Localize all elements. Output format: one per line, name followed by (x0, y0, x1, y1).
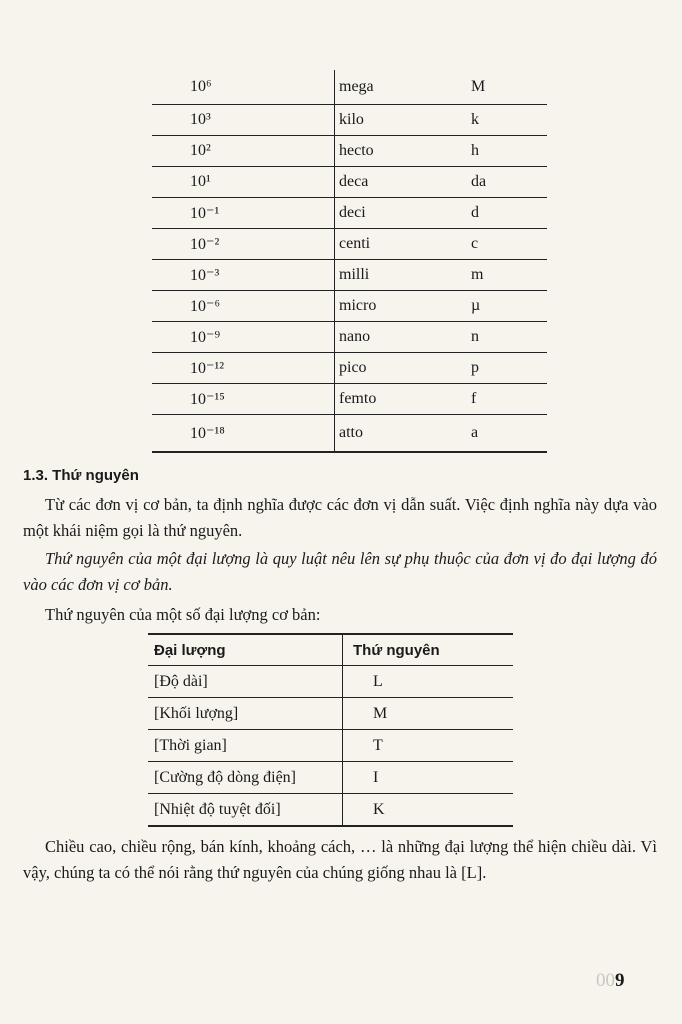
paragraph-definition: Thứ nguyên của một đại lượng là quy luật nêu lên sự phụ thuộc của đơn vị đo đại lượng đó vào các đơn vị cơ bản. (23, 549, 657, 594)
prefix-row (152, 70, 547, 105)
paragraph-derived-units: Từ các đơn vị cơ bản, ta định nghĩa được các đơn vị dẫn suất. Việc định nghĩa này dựa vào một khái niệm gọi là thứ nguyên. (23, 495, 657, 540)
prefix-symbol: c (439, 229, 547, 260)
prefix-symbol: h (439, 136, 547, 167)
prefix-factor: 10⁻¹⁸ (152, 415, 335, 453)
prefix-symbol: M (439, 70, 547, 105)
paragraph-table-intro: Thứ nguyên của một số đại lượng cơ bản: (45, 605, 321, 624)
prefix-name: atto (335, 415, 440, 453)
prefix-name: nano (335, 322, 440, 353)
prefix-row (152, 136, 547, 167)
prefix-symbol: f (439, 384, 547, 415)
prefix-factor: 10⁻¹⁵ (152, 384, 335, 415)
prefix-factor: 10⁻⁶ (152, 291, 335, 322)
prefix-symbol: n (439, 322, 547, 353)
prefix-symbol: m (439, 260, 547, 291)
prefix-factor: 10¹ (152, 167, 335, 198)
si-prefix-table (152, 70, 547, 453)
prefix-row (152, 384, 547, 415)
prefix-name: femto (335, 384, 440, 415)
prefix-symbol: p (439, 353, 547, 384)
header-quantity: Đại lượng (148, 634, 343, 666)
dimension-row (148, 730, 513, 762)
dimension-table (148, 633, 513, 827)
prefix-factor: 10⁻¹ (152, 198, 335, 229)
prefix-symbol: µ (439, 291, 547, 322)
prefix-symbol: d (439, 198, 547, 229)
section-heading: 1.3. Thứ nguyên (23, 467, 139, 484)
dimension-row (148, 794, 513, 827)
prefix-row (152, 260, 547, 291)
prefix-factor: 10⁻² (152, 229, 335, 260)
dimension-row (148, 762, 513, 794)
prefix-name: milli (335, 260, 440, 291)
prefix-name: pico (335, 353, 440, 384)
prefix-row (152, 415, 547, 453)
dimension-cell: K (373, 800, 385, 818)
prefix-factor: 10⁻¹² (152, 353, 335, 384)
prefix-row (152, 322, 547, 353)
header-dimension: Thứ nguyên (343, 634, 514, 666)
dimension-row (148, 698, 513, 730)
dimension-cell: M (343, 698, 514, 730)
quantity-cell: [Độ dài] (148, 666, 343, 698)
prefix-row (152, 353, 547, 384)
prefix-row (152, 105, 547, 136)
prefix-symbol: a (439, 415, 547, 453)
quantity-cell: [Khối lượng] (148, 698, 343, 730)
prefix-row (152, 167, 547, 198)
page-number-value: 9 (615, 970, 625, 991)
prefix-name: micro (335, 291, 440, 322)
dimension-cell: I (343, 762, 514, 794)
prefix-name: hecto (335, 136, 440, 167)
prefix-name: mega (335, 70, 440, 105)
prefix-name: kilo (335, 105, 440, 136)
dimension-cell: L (343, 666, 514, 698)
quantity-cell: [Nhiệt độ tuyệt đối] (148, 794, 343, 827)
dimension-cell: T (343, 730, 514, 762)
paragraph-length-dimension: Chiều cao, chiều rộng, bán kính, khoảng cách, … là những đại lượng thể hiện chiều dài. Vì vậy, chúng ta có thể nói rằng thứ nguyên của chúng giống nhau là [L]. (23, 837, 657, 882)
page-number (596, 970, 625, 992)
prefix-factor: 10⁻³ (152, 260, 335, 291)
prefix-factor: 10⁶ (152, 70, 335, 105)
prefix-name: deca (335, 167, 440, 198)
page-number-faint: 00 (596, 970, 615, 991)
prefix-factor: 10⁻⁹ (152, 322, 335, 353)
quantity-cell: [Thời gian] (148, 730, 343, 762)
prefix-row (152, 198, 547, 229)
prefix-symbol: k (439, 105, 547, 136)
prefix-row (152, 229, 547, 260)
prefix-factor: 10² (152, 136, 335, 167)
dimension-row (148, 666, 513, 698)
prefix-name: deci (335, 198, 440, 229)
prefix-symbol: da (439, 167, 547, 198)
quantity-cell: [Cường độ dòng điện] (148, 762, 343, 794)
prefix-factor: 10³ (152, 105, 335, 136)
prefix-row (152, 291, 547, 322)
prefix-name: centi (335, 229, 440, 260)
